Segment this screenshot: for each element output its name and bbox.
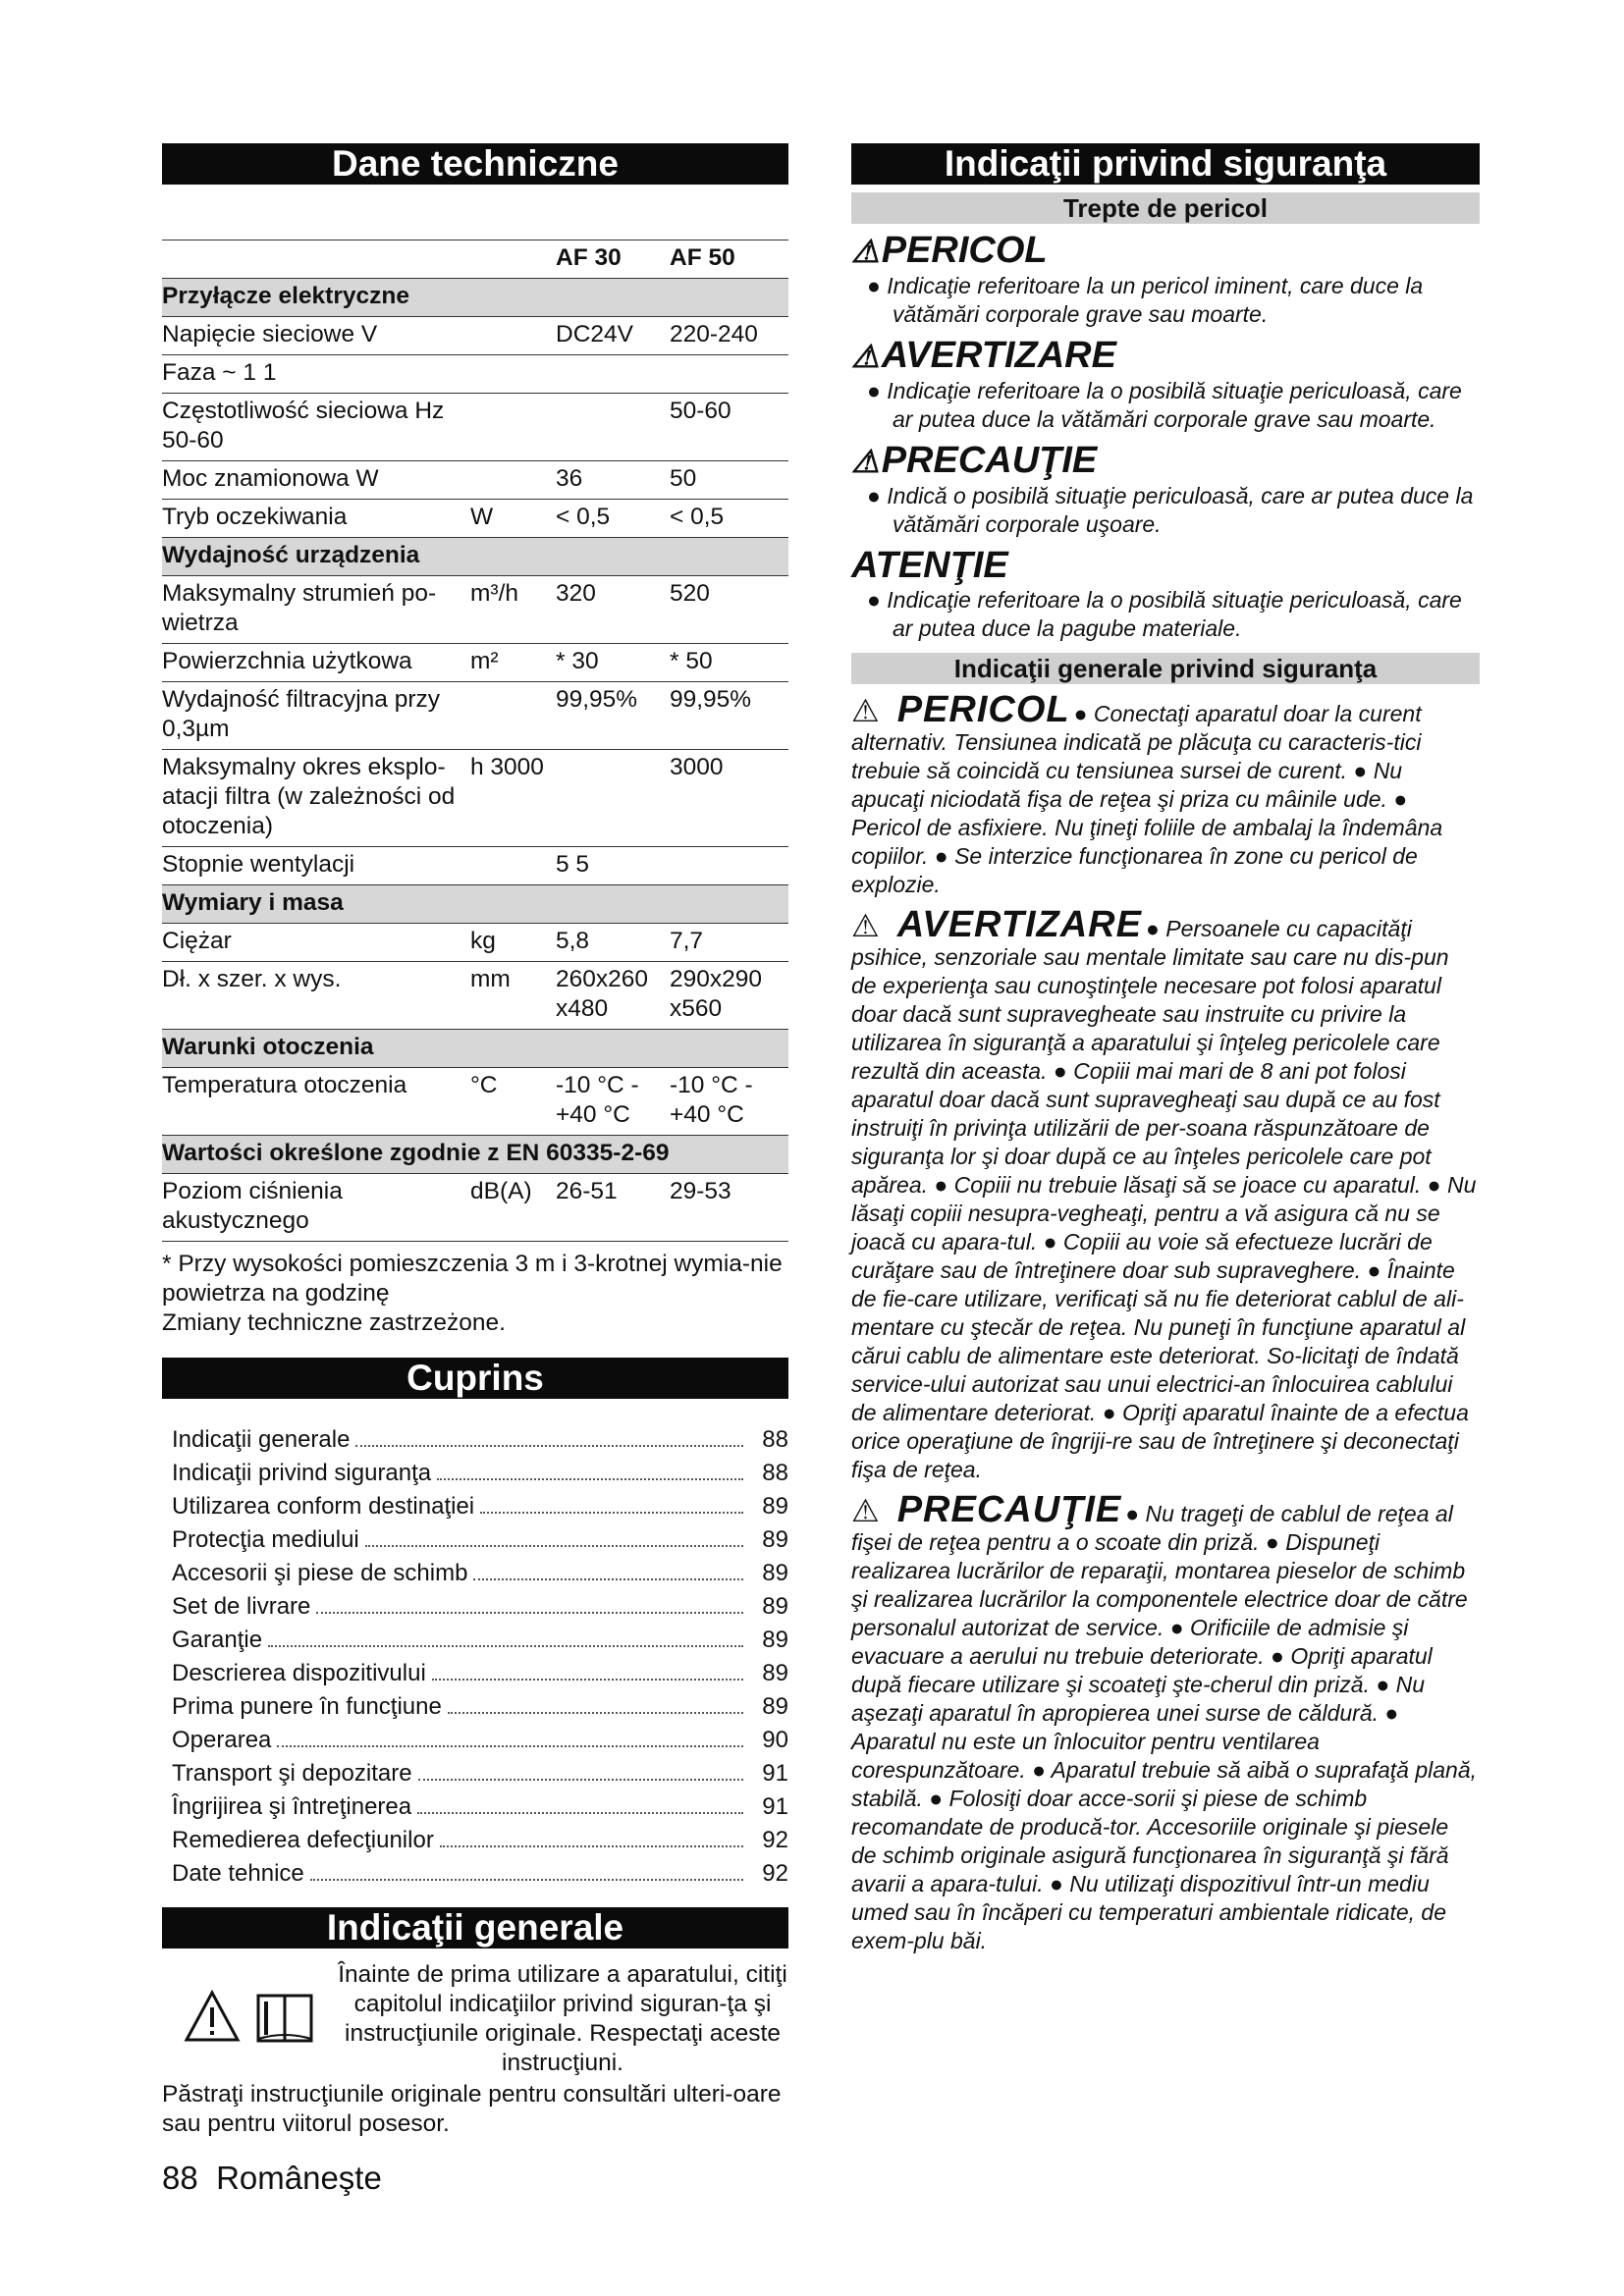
tech-cell: 7,7 [670,924,788,962]
tech-row [162,1068,788,1136]
tech-cell: dB(A) [470,1174,556,1242]
general-safety-label: AVERTIZARE [896,904,1142,945]
toc-item-page: 90 [762,1727,788,1753]
toc-item [162,1560,788,1593]
toc-item-page: 89 [762,1560,788,1586]
general-intro-text: Înainte de prima utilizare a aparatului, citiţi capitolul indicaţiilor privind siguran-ţa şi instrucţiunile originale. Respectaţi aceste instrucţiuni. [338,1961,787,2076]
toc-item-page: 92 [762,1827,788,1853]
table-of-contents [162,1426,788,1894]
tech-cell [670,847,788,885]
toc-item [162,1426,788,1460]
toc-item-label: Protecţia mediului [172,1526,359,1553]
tech-cell [470,355,556,394]
hazard-level-label: AVERTIZARE [881,335,1116,376]
toc-item-page: 89 [762,1493,788,1520]
page-number: 88 [162,2160,198,2196]
toc-item-label: Date tehnice [172,1860,304,1887]
tech-cell: Dł. x szer. x wys. [162,962,470,1030]
toc-item-leader [440,1845,743,1847]
toc-item-label: Accesorii şi piese de schimb [172,1560,468,1586]
hazard-levels [851,230,1480,643]
toc-title: Cuprins [162,1358,788,1399]
hazard-level-text: ● Indică o posibilă situaţie periculoasă, care ar putea duce la vătămări corporale uşoare. [867,483,1474,537]
tech-cell [556,394,670,461]
hazard-level-text: ● Indicaţie referitoare la un pericol iminent, care duce la vătămări corporale grave sau moarte. [867,273,1424,327]
toc-item [162,1493,788,1526]
tech-section-label: Wartości określone zgodnie z EN 60335-2-69 [162,1136,788,1174]
toc-item-label: Remedierea defecţiunilor [172,1827,434,1853]
toc-item-page: 92 [762,1860,788,1887]
tech-cell: 5 5 [556,847,670,885]
tech-cell: Moc znamionowa W [162,461,470,500]
general-keep-text: Păstraţi instrucţiunile originale pentru consultări ulteri-oare sau pentru viitorul posesor. [162,2081,782,2137]
warning-triangle-icon [184,1990,241,2043]
tech-cell: 26-51 [556,1174,670,1242]
hazard-level-title [851,545,1480,586]
tech-row [162,317,788,355]
tech-cell: Faza ~ 1 1 [162,355,470,394]
manual-book-icon [254,1990,315,2045]
tech-cell: m³/h [470,576,556,644]
tech-cell: * 30 [556,644,670,682]
toc-item-page: 89 [762,1526,788,1553]
toc-item [162,1693,788,1727]
tech-cell: * 50 [670,644,788,682]
toc-item-page: 88 [762,1426,788,1453]
toc-item-leader [268,1645,743,1647]
tech-cell [670,355,788,394]
tech-cell: Maksymalny okres eksplo-atacji filtra (w zależności od otoczenia) [162,750,470,847]
tech-note-2: Zmiany techniczne zastrzeżone. [162,1309,506,1336]
toc-item [162,1727,788,1760]
tech-row [162,394,788,461]
toc-item [162,1660,788,1693]
tech-row [162,461,788,500]
tech-cell: Stopnie wentylacji [162,847,470,885]
tech-cell [470,317,556,355]
tech-row [162,750,788,847]
tech-row [162,924,788,962]
tech-cell: 99,95% [556,682,670,750]
toc-item-leader [316,1612,743,1614]
tech-section-label: Wydajność urządzenia [162,538,788,576]
tech-cell: 320 [556,576,670,644]
toc-item-label: Set de livrare [172,1593,311,1620]
toc-item-leader [417,1812,743,1814]
hazard-level-label: PRECAUŢIE [881,440,1098,481]
tech-header-row [162,240,788,279]
toc-item-leader [480,1512,743,1514]
tech-row [162,500,788,538]
tech-cell [556,750,670,847]
hazard-level-title [851,230,1480,272]
general-intro [162,1960,788,2078]
tech-cell: -10 °C - +40 °C [670,1068,788,1136]
warning-triangle-icon: ⚠ [851,693,880,728]
warning-triangle-icon: ⚠ [851,339,880,374]
toc-item-page: 89 [762,1693,788,1720]
general-safety-label: PRECAUŢIE [896,1489,1122,1530]
tech-cell: 520 [670,576,788,644]
hazard-level-text: ● Indicaţie referitoare la o posibilă situaţie periculoasă, care ar putea duce la pagube materiale. [867,587,1462,641]
toc-item-leader [437,1478,743,1480]
general-title: Indicaţii generale [162,1907,788,1949]
general-safety [851,689,1480,1955]
toc-item-label: Utilizarea conform destinaţiei [172,1493,475,1520]
tech-cell: 29-53 [670,1174,788,1242]
tech-cell: 5,8 [556,924,670,962]
tech-cell: h 3000 [470,750,556,847]
left-column [162,143,788,2139]
tech-cell: Wydajność filtracyjna przy 0,3µm [162,682,470,750]
tech-header-cell: AF 50 [670,240,788,279]
tech-title: Dane techniczne [162,143,788,185]
tech-header-cell [470,240,556,279]
hazard-level-label: PERICOL [881,230,1048,271]
tech-cell [470,394,556,461]
tech-cell: °C [470,1068,556,1136]
toc-item-leader [277,1745,743,1747]
warning-triangle-icon: ⚠ [851,1493,880,1528]
tech-cell: Temperatura otoczenia [162,1068,470,1136]
tech-header-cell [162,240,470,279]
tech-cell: DC24V [556,317,670,355]
tech-section-row [162,1136,788,1174]
tech-cell: Napięcie sieciowe V [162,317,470,355]
tech-cell: W [470,500,556,538]
toc-item-label: Indicaţii generale [172,1426,351,1453]
toc-item-leader [355,1445,743,1447]
tech-cell: 290x290 x560 [670,962,788,1030]
toc-item-leader [473,1578,743,1580]
tech-cell: 50-60 [670,394,788,461]
tech-cell [470,682,556,750]
toc-item-page: 89 [762,1593,788,1620]
tech-cell: Maksymalny strumień po-wietrza [162,576,470,644]
tech-section-row [162,885,788,924]
toc-item-label: Garanţie [172,1627,263,1653]
toc-item-leader [418,1779,743,1781]
warning-triangle-icon: ⚠ [851,234,880,269]
tech-row [162,682,788,750]
toc-item [162,1793,788,1827]
toc-item-page: 88 [762,1460,788,1486]
tech-cell: 36 [556,461,670,500]
toc-item-leader [310,1879,743,1881]
tech-note-1: * Przy wysokości pomieszczenia 3 m i 3-krotnej wymia-nie powietrza na godzinę [162,1251,783,1307]
toc-item-page: 89 [762,1660,788,1686]
tech-cell: mm [470,962,556,1030]
tech-cell: Tryb oczekiwania [162,500,470,538]
toc-item-page: 89 [762,1627,788,1653]
toc-item [162,1860,788,1894]
toc-item [162,1526,788,1560]
tech-cell [470,847,556,885]
toc-item [162,1627,788,1660]
hazard-level-text: ● Indicaţie referitoare la o posibilă situaţie periculoasă, care ar putea duce la vătămări corporale grave sau moarte. [867,378,1462,432]
tech-table [162,240,788,1242]
general-safety-text: ● Persoanele cu capacităţi psihice, senzoriale sau mentale limitate sau care nu dis-pun de experienţa sau cunoştinţele necesare pot folosi aparatul doar dacă sunt supravegheate sau instruite cu privire la utilizarea în siguranţă a aparatului şi înţeleg pericolele care rezultă din aceasta. ● Copiii mai mari de 8 ani pot folosi aparatul doar dacă sunt supravegheaţi sau după ce au fost instruiţi în privinţa utilizării de per-soana răspunzătoare de siguranţa lor şi doar după ce au înţeles pericolele care pot apărea. ● Copiii nu trebuie lăsaţi să se joace cu aparatul. ● Nu lăsaţi copiii nesupra-vegheaţi, pentru a vă asigura că nu se joacă cu apara-tul. ● Copiii au voie să efectueze lucrări de curăţare sau de întreţinere doar sub supraveghere. ● Înainte de fie-care utilizare, verificaţi să nu fie deteriorat cablul de ali-mentare cu ştecăr de reţea. Nu puneţi în funcţiune aparatul al cărui cablu de alimentare este deteriorat. So-licitaţi de îndată service-ului autorizat sau unui electrici-an înlocuirea cablului de alimentare deteriorat. ● Opriţi aparatul înainte de a efectua orice operaţiune de îngriji-re sau de întreţinere şi deconectaţi fişa de reţea. [851,916,1477,1482]
page-footer [162,2160,382,2197]
general-safety-text: ● Conectaţi aparatul doar la curent alternativ. Tensiunea indicată pe plăcuţa cu caracteris-tici trebuie să coincidă cu tensiunea sursei de curent. ● Nu apucaţi niciodată fişa de reţea şi priza cu mâinile ude. ● Pericol de asfixiere. Nu ţineţi foliile de ambalaj la îndemâna copiilor. ● Se interzice funcţionarea în zone cu pericol de explozie. [851,701,1443,897]
toc-item [162,1827,788,1860]
tech-cell: 50 [670,461,788,500]
toc-item [162,1760,788,1793]
tech-section-label: Przyłącze elektryczne [162,279,788,317]
toc-item-leader [432,1679,743,1681]
toc-item-label: Îngrijirea şi întreţinerea [172,1793,412,1820]
tech-row [162,644,788,682]
toc-item-leader [448,1712,743,1714]
hazard-level-label: ATENŢIE [851,545,1008,586]
general-safety-paragraph [851,904,1480,1484]
right-column [851,143,1480,1955]
general-safety-paragraph [851,1489,1480,1955]
tech-row [162,576,788,644]
general-safety-label: PERICOL [896,689,1070,730]
toc-item-leader [365,1545,743,1547]
toc-item-page: 91 [762,1793,788,1820]
tech-note [162,1250,788,1338]
tech-cell [556,355,670,394]
general-icons [162,1960,337,2078]
tech-cell: Ciężar [162,924,470,962]
tech-section-label: Warunki otoczenia [162,1030,788,1068]
tech-section-row [162,538,788,576]
levels-title: Trepte de pericol [851,192,1480,224]
tech-row [162,1174,788,1242]
toc-item-label: Transport şi depozitare [172,1760,412,1787]
tech-cell: Powierzchnia użytkowa [162,644,470,682]
tech-cell: 260x260 x480 [556,962,670,1030]
tech-cell: kg [470,924,556,962]
general-safety-title: Indicaţii generale privind siguranţa [851,653,1480,684]
hazard-level-title [851,440,1480,482]
tech-cell: 3000 [670,750,788,847]
tech-section-row [162,1030,788,1068]
toc-item-label: Prima punere în funcţiune [172,1693,442,1720]
warning-triangle-icon: ⚠ [851,908,880,943]
tech-row [162,847,788,885]
hazard-level-title [851,335,1480,377]
toc-item-label: Operarea [172,1727,272,1753]
tech-cell: < 0,5 [556,500,670,538]
tech-header-cell: AF 30 [556,240,670,279]
tech-cell: < 0,5 [670,500,788,538]
toc-item [162,1593,788,1627]
safety-title: Indicaţii privind siguranţa [851,143,1480,185]
tech-row [162,355,788,394]
tech-cell: 99,95% [670,682,788,750]
toc-item-page: 91 [762,1760,788,1787]
tech-cell: Poziom ciśnienia akustycznego [162,1174,470,1242]
tech-row [162,962,788,1030]
tech-section-label: Wymiary i masa [162,885,788,924]
tech-section-row [162,279,788,317]
footer-language: Româneşte [216,2160,382,2196]
tech-cell [470,461,556,500]
warning-triangle-icon: ⚠ [851,444,880,479]
general-safety-paragraph [851,689,1480,899]
tech-cell: -10 °C - +40 °C [556,1068,670,1136]
toc-item-label: Indicaţii privind siguranţa [172,1460,432,1486]
toc-item-label: Descrierea dispozitivului [172,1660,426,1686]
tech-cell: m² [470,644,556,682]
tech-cell: 220-240 [670,317,788,355]
tech-cell: Częstotliwość sieciowa Hz 50-60 [162,394,470,461]
general-safety-text: ● Nu trageţi de cablul de reţea al fişei de reţea pentru a o scoate din priză. ● Dispuneţi realizarea lucrărilor de reparaţii, montarea pieselor de schimb şi realizarea lucrărilor la componentele electrice doar de către personalul autorizat de service. ● Orificiile de admisie şi evacuare a aerului nu trebuie deteriorate. ● Opriţi aparatul după fiecare utilizare şi scoateţi şte-cherul din priză. ● Nu aşezaţi aparatul în apropierea unei surse de căldură. ● Aparatul nu este un înlocuitor pentru ventilarea corespunzătoare. ● Aparatul trebuie să aibă o suprafaţă plană, stabilă. ● Folosiţi doar acce-sorii şi piese de schimb recomandate de producă-tor. Accesoriile originale şi piesele de schimb originale asigură funcţionarea în siguranţă şi fără avarii a apara-tului. ● Nu utilizaţi dispozitivul într-un mediu umed sau în încăperi cu temperaturi ambientale ridicate, de exem-plu băi. [851,1501,1478,1953]
toc-item [162,1460,788,1493]
